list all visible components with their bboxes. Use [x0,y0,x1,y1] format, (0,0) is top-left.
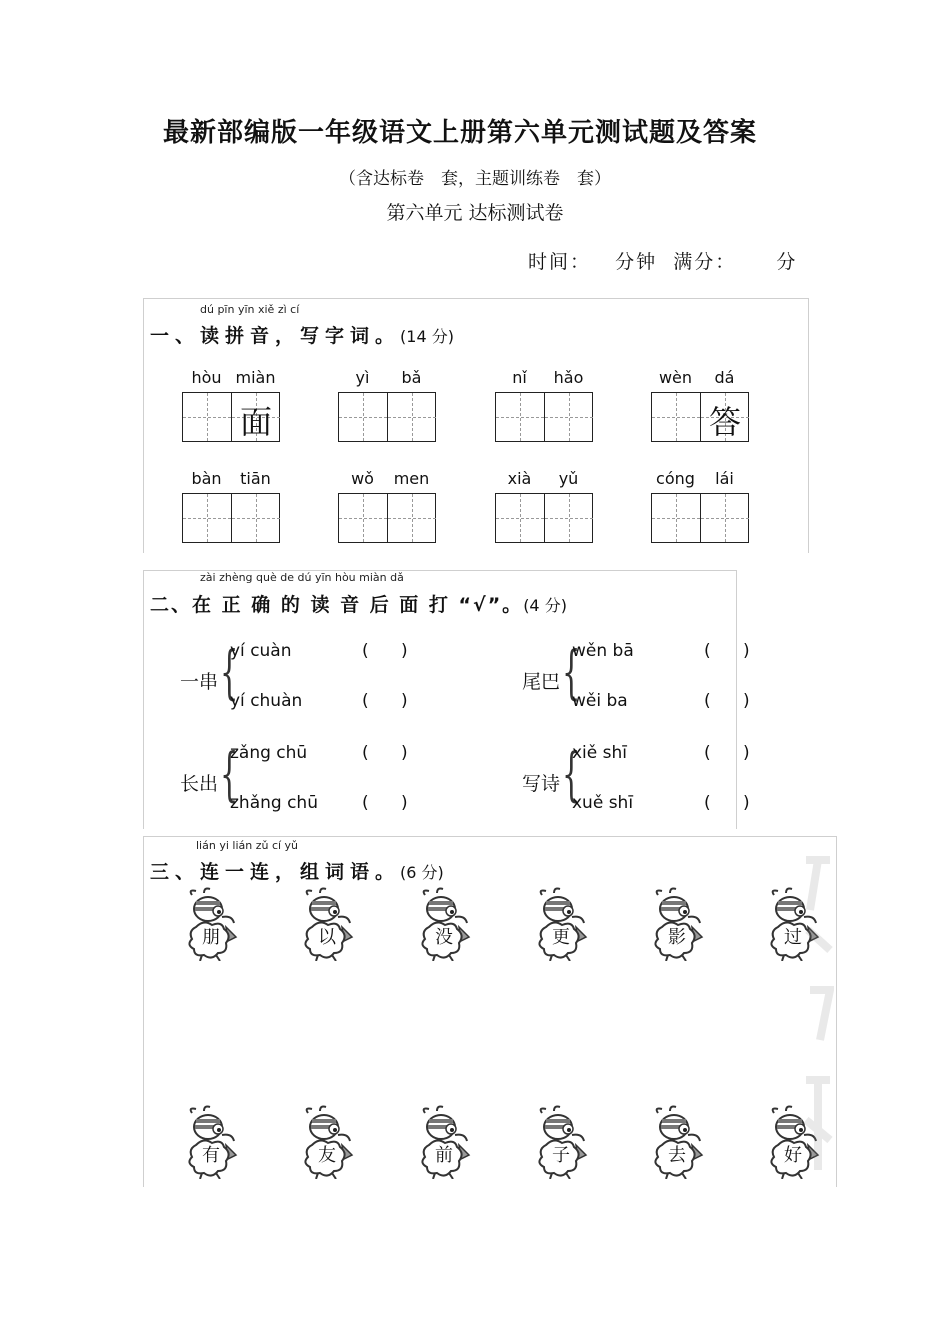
section-3-panel [143,836,837,1187]
bee-character-card[interactable] [415,1105,473,1179]
guide-line [676,494,677,542]
pinyin-syllable: yǔ [558,469,579,488]
bee-character: 前 [435,1145,453,1166]
section-3-heading-text: 三、连一连，组词语。 [150,861,401,883]
brace-icon: { [220,740,239,808]
document-subtitle: （含达标卷 套，主题训练卷 套） [339,169,611,189]
pinyin-option-text: yí cuàn [230,641,292,661]
bee-character: 好 [784,1145,802,1166]
bee-character-card[interactable] [532,887,590,961]
tian-grid [338,392,436,442]
pinyin-option-text: xuě shī [572,793,634,813]
bee-character-card[interactable] [648,887,706,961]
bee-character: 朋 [202,927,220,948]
section-1-heading-text: 一、读拼音，写字词。 [150,325,401,347]
bee-character: 没 [435,927,453,948]
tian-cell[interactable] [231,494,280,542]
section-2-pinyin: zài zhèng què de dú yīn hòu miàn dǎ [200,571,404,584]
answer-blank[interactable]: ( ) [704,793,750,813]
tian-cell[interactable] [544,494,593,542]
answer-blank[interactable]: ( ) [362,691,408,711]
tian-grid [338,493,436,543]
guide-line [676,393,677,441]
section-3-points: (6 分) [400,863,444,882]
bee-character-card[interactable] [298,887,356,961]
tian-grid [651,493,749,543]
section-1-points: (14 分) [400,327,454,346]
pinyin-syllable: bàn [191,469,222,488]
pinyin-syllable: xià [507,469,532,488]
tian-grid [182,493,280,543]
pinyin-option [230,691,408,711]
time-score-line: 时间： 分钟 满分： 分 [528,251,798,273]
choice-word: 尾巴 [522,671,561,693]
pinyin-syllable: men [393,469,430,488]
tian-cell[interactable] [387,393,436,441]
pinyin-syllable: wèn [658,368,693,387]
tian-cell[interactable] [700,494,749,542]
guide-line [725,494,726,542]
section-3-pinyin: lián yi lián zǔ cí yǔ [196,839,299,852]
pinyin-option-text: zǎng chū [230,743,308,763]
guide-line [363,393,364,441]
pinyin-option-text: wěn bā [572,641,634,661]
section-1-heading [150,321,454,348]
guide-line [363,494,364,542]
pinyin-syllable: miàn [235,368,276,387]
bee-character: 影 [668,927,686,948]
section-1-pinyin: dú pīn yīn xiě zì cí [200,303,300,316]
answer-blank[interactable]: ( ) [704,691,750,711]
answer-blank[interactable]: ( ) [704,743,750,763]
choice-word: 写诗 [522,773,561,795]
choice-word: 长出 [180,773,219,795]
pinyin-syllable: tiān [240,469,271,488]
tian-cell[interactable] [183,494,231,542]
tian-cell[interactable] [544,393,593,441]
tian-grid [495,392,593,442]
pinyin-syllable: hǎo [553,368,584,387]
section-2-points: (4 分) [523,596,567,615]
answer-blank[interactable]: ( ) [362,743,408,763]
guide-line [569,494,570,542]
pinyin-syllable: dá [714,368,735,387]
tian-cell[interactable] [652,393,700,441]
bee-character: 去 [668,1145,686,1166]
pinyin-syllable: cóng [656,469,695,488]
guide-line [256,494,257,542]
pinyin-syllable: lái [715,469,734,488]
tian-grid [182,392,280,442]
section-2-heading [150,590,567,617]
bee-character: 友 [318,1145,336,1166]
guide-line [569,393,570,441]
pinyin-option-text: wěi ba [572,691,628,711]
tian-cell[interactable] [496,494,544,542]
answer-blank[interactable]: ( ) [362,641,408,661]
bee-character: 子 [552,1145,570,1166]
pinyin-syllable: nǐ [512,368,527,387]
pinyin-option-text: xiě shī [572,743,628,763]
bee-character: 更 [552,927,570,948]
tian-cell[interactable] [496,393,544,441]
answer-blank[interactable]: ( ) [362,793,408,813]
answer-blank[interactable]: ( ) [704,641,750,661]
pinyin-option [572,691,750,711]
pinyin-option [572,743,750,763]
pinyin-syllable: hòu [191,368,222,387]
section-1-panel [143,298,809,553]
guide-line [207,393,208,441]
bee-character-card[interactable] [182,1105,240,1179]
brace-icon: { [220,638,239,706]
choice-word: 一串 [180,671,219,693]
bee-character-card[interactable] [182,887,240,961]
pronunciation-choice [180,740,440,823]
pinyin-option [230,793,408,813]
pronunciation-choice [522,740,782,823]
bee-character-card[interactable] [648,1105,706,1179]
guide-line [207,494,208,542]
pinyin-option [572,793,750,813]
guide-line [520,393,521,441]
document-title: 最新部编版一年级语文上册第六单元测试题及答案 [162,118,757,148]
pinyin-syllable: bǎ [401,368,422,387]
pinyin-option [572,641,750,661]
pinyin-syllable: yì [355,368,370,387]
tian-grid [651,392,749,442]
tian-cell[interactable] [339,494,387,542]
watermark-decoration [800,840,834,1180]
brace-icon: { [562,638,581,706]
pinyin-option-text: zhǎng chū [230,793,318,813]
pronunciation-choice [522,638,782,721]
bee-character: 有 [202,1145,220,1166]
tian-cell[interactable] [231,393,280,441]
tian-cell[interactable] [700,393,749,441]
bee-character-card[interactable] [298,1105,356,1179]
unit-title: 第六单元 达标测试卷 [386,202,564,224]
tian-cell[interactable] [183,393,231,441]
brace-icon: { [562,740,581,808]
guide-line [412,393,413,441]
bee-character-card[interactable] [415,887,473,961]
section-2-heading-text: 二、在 正 确 的 读 音 后 面 打 “√”。 [150,594,524,616]
bee-character: 以 [318,927,336,948]
tian-cell[interactable] [339,393,387,441]
section-2-panel [143,570,750,829]
guide-line [520,494,521,542]
tian-cell[interactable] [652,494,700,542]
tian-grid [495,493,593,543]
pronunciation-choice [180,638,440,721]
pinyin-option [230,641,408,661]
written-character: 面 [239,403,272,441]
bee-character-card[interactable] [532,1105,590,1179]
tian-cell[interactable] [387,494,436,542]
pinyin-option-text: yí chuàn [230,691,303,711]
pinyin-option [230,743,408,763]
section-3-heading [150,857,444,884]
pinyin-syllable: wǒ [351,469,374,488]
written-character: 答 [708,403,741,441]
bee-character: 过 [784,927,802,948]
guide-line [412,494,413,542]
